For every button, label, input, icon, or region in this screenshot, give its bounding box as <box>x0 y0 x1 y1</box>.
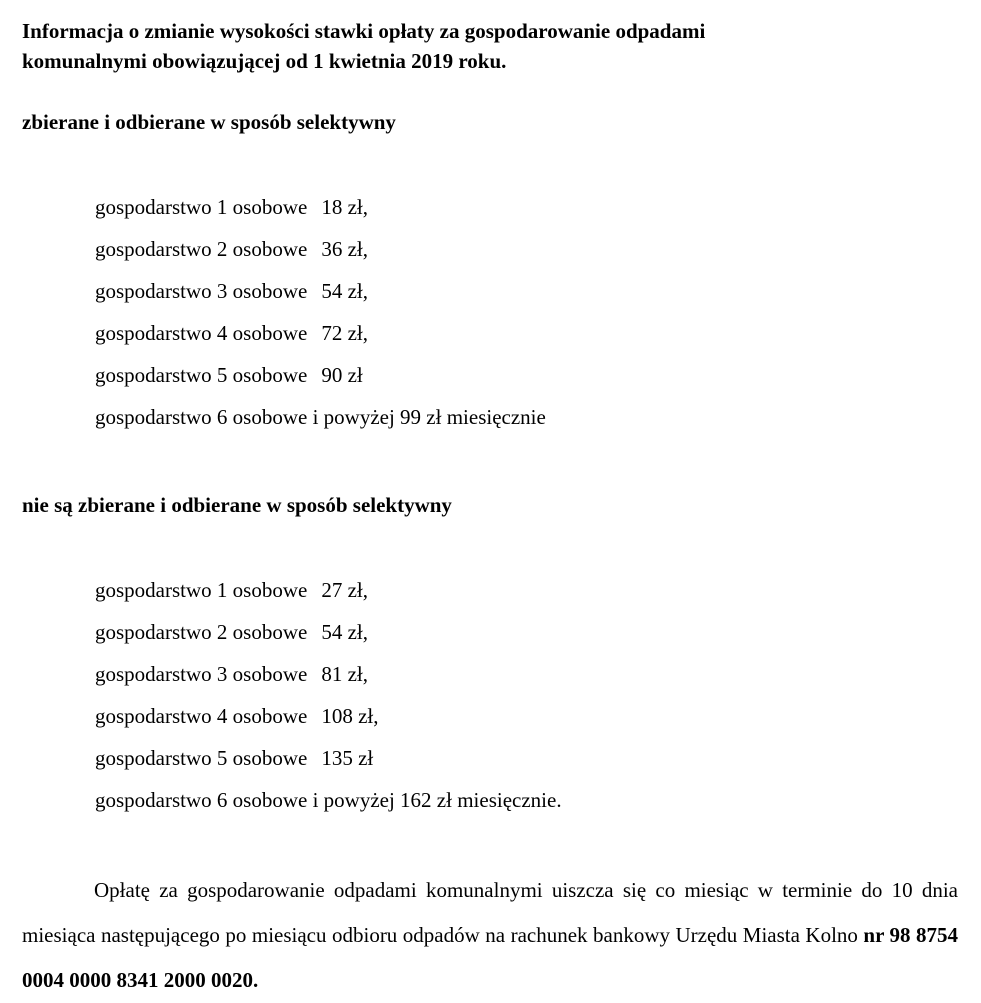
rate-value: 18 zł, <box>321 195 368 219</box>
rate-label: gospodarstwo 1 osobowe <box>95 578 308 602</box>
rate-row <box>95 569 562 611</box>
payment-info-paragraph <box>22 868 958 1003</box>
rate-label: gospodarstwo 3 osobowe <box>95 662 308 686</box>
rate-label: gospodarstwo 2 osobowe <box>95 620 308 644</box>
rate-value: 54 zł, <box>321 620 368 644</box>
bank-account-number: nr 98 8754 0004 0000 8341 2000 0020. <box>22 923 958 992</box>
rate-value: 27 zł, <box>321 578 368 602</box>
rate-label: gospodarstwo 5 osobowe <box>95 746 308 770</box>
rate-value: 36 zł, <box>321 237 368 261</box>
rate-row <box>95 228 546 270</box>
rate-row <box>95 396 546 438</box>
rate-label: gospodarstwo 3 osobowe <box>95 279 308 303</box>
rate-label: gospodarstwo 4 osobowe <box>95 321 308 345</box>
rate-label: gospodarstwo 5 osobowe <box>95 363 308 387</box>
rate-row <box>95 695 562 737</box>
rate-value: 81 zł, <box>321 662 368 686</box>
rate-row <box>95 270 546 312</box>
rate-row <box>95 611 562 653</box>
rate-row <box>95 737 562 779</box>
rate-value: 90 zł <box>321 363 363 387</box>
section-heading-selective: zbierane i odbierane w sposób selektywny <box>22 110 396 134</box>
title-line-2: komunalnymi obowiązującej od 1 kwietnia 2019 roku. <box>22 49 507 73</box>
rate-value: 72 zł, <box>321 321 368 345</box>
rate-value: 135 zł <box>321 746 374 770</box>
document-title <box>22 16 922 76</box>
payment-info-text: Opłatę za gospodarowanie odpadami komunalnymi uiszcza się co miesiąc w terminie do 10 dnia miesiąca następującego po miesiącu odbioru odpadów na rachunek bankowy Urzędu Miasta Kolno <box>22 878 958 947</box>
rate-value: 54 zł, <box>321 279 368 303</box>
rate-label: gospodarstwo 6 osobowe i powyżej 99 zł miesięcznie <box>95 405 546 429</box>
rate-value: 108 zł, <box>321 704 379 728</box>
rate-row <box>95 653 562 695</box>
rate-label: gospodarstwo 1 osobowe <box>95 195 308 219</box>
title-line-1: Informacja o zmianie wysokości stawki opłaty za gospodarowanie odpadami <box>22 19 706 43</box>
section-heading-nonselective: nie są zbierane i odbierane w sposób selektywny <box>22 493 452 517</box>
rate-label: gospodarstwo 2 osobowe <box>95 237 308 261</box>
rate-row <box>95 354 546 396</box>
rate-list-nonselective <box>95 569 562 821</box>
rate-label: gospodarstwo 4 osobowe <box>95 704 308 728</box>
rate-row <box>95 779 562 821</box>
rate-list-selective <box>95 186 546 438</box>
rate-label: gospodarstwo 6 osobowe i powyżej 162 zł miesięcznie. <box>95 788 562 812</box>
rate-row <box>95 312 546 354</box>
rate-row <box>95 186 546 228</box>
